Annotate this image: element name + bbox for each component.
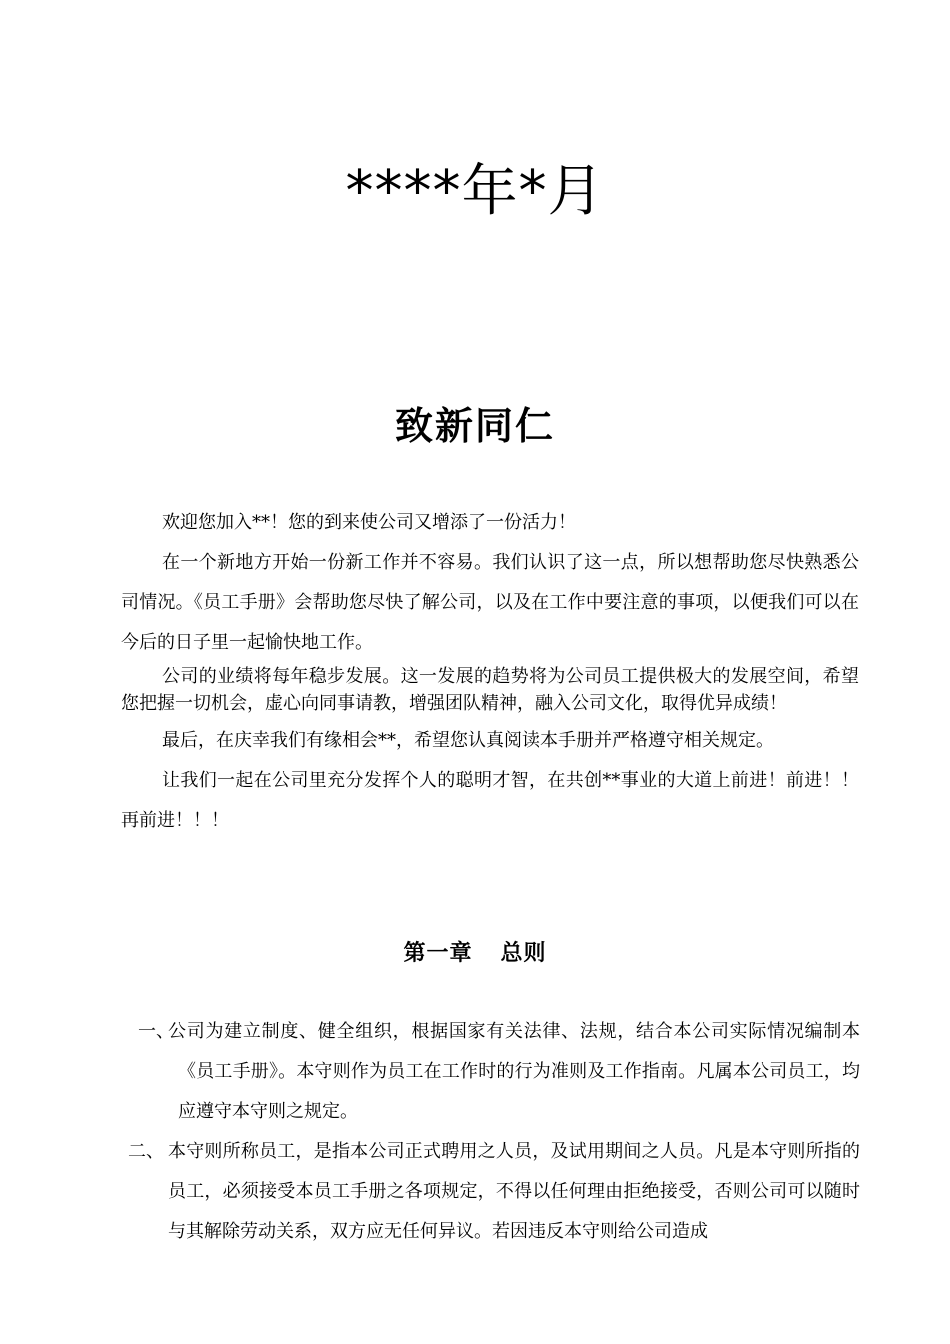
letter-title: 致新同仁 <box>394 404 555 448</box>
article-item <box>120 1132 860 1252</box>
letter-paragraph: 在一个新地方开始一份新工作并不容易。我们认识了这一点，所以想帮助您尽快熟悉公司情况。《员工手册》会帮助您尽快了解公司，以及在工作中要注意的事项，以便我们可以在今后的日子里一起愉快地工作。 <box>121 552 859 653</box>
article-list <box>120 1012 860 1252</box>
letter-paragraph: 公司的业绩将每年稳步发展。这一发展的趋势将为公司员工提供极大的发展空间，希望您把握一切机会，虚心向同事请教，增强团队精神，融入公司文化，取得优异成绩！ <box>121 666 859 714</box>
article-text: 本守则所称员工，是指本公司正式聘用之人员，及试用期间之人员。凡是本守则所指的员工，必须接受本员工手册之各项规定，不得以任何理由拒绝接受，否则公司可以随时与其解除劳动关系，双方应无任何异议。若因违反本守则给公司造成 <box>168 1141 860 1242</box>
article-number: 二、 <box>128 1141 164 1162</box>
letter-body <box>121 503 859 841</box>
chapter-heading <box>0 934 950 974</box>
letter-paragraph: 欢迎您加入**！您的到来使公司又增添了一份活力！ <box>162 512 576 533</box>
cover-date: ****年*月 <box>345 159 605 224</box>
article-item <box>120 1012 860 1132</box>
article-text: 公司为建立制度、健全组织，根据国家有关法律、法规，结合本公司实际情况编制本《员工手册》。本守则作为员工在工作时的行为准则及工作指南。凡属本公司员工，均应遵守本守则之规定。 <box>168 1021 860 1122</box>
chapter-number: 第一章 <box>403 941 473 966</box>
letter-paragraph: 让我们一起在公司里充分发挥个人的聪明才智，在共创**事业的大道上前进！前进！！再前进！！！ <box>121 770 859 831</box>
article-number: 一、 <box>138 1021 174 1042</box>
chapter-name: 总则 <box>500 941 547 966</box>
letter-paragraph: 最后，在庆幸我们有缘相会**，希望您认真阅读本手册并严格遵守相关规定。 <box>162 730 774 751</box>
